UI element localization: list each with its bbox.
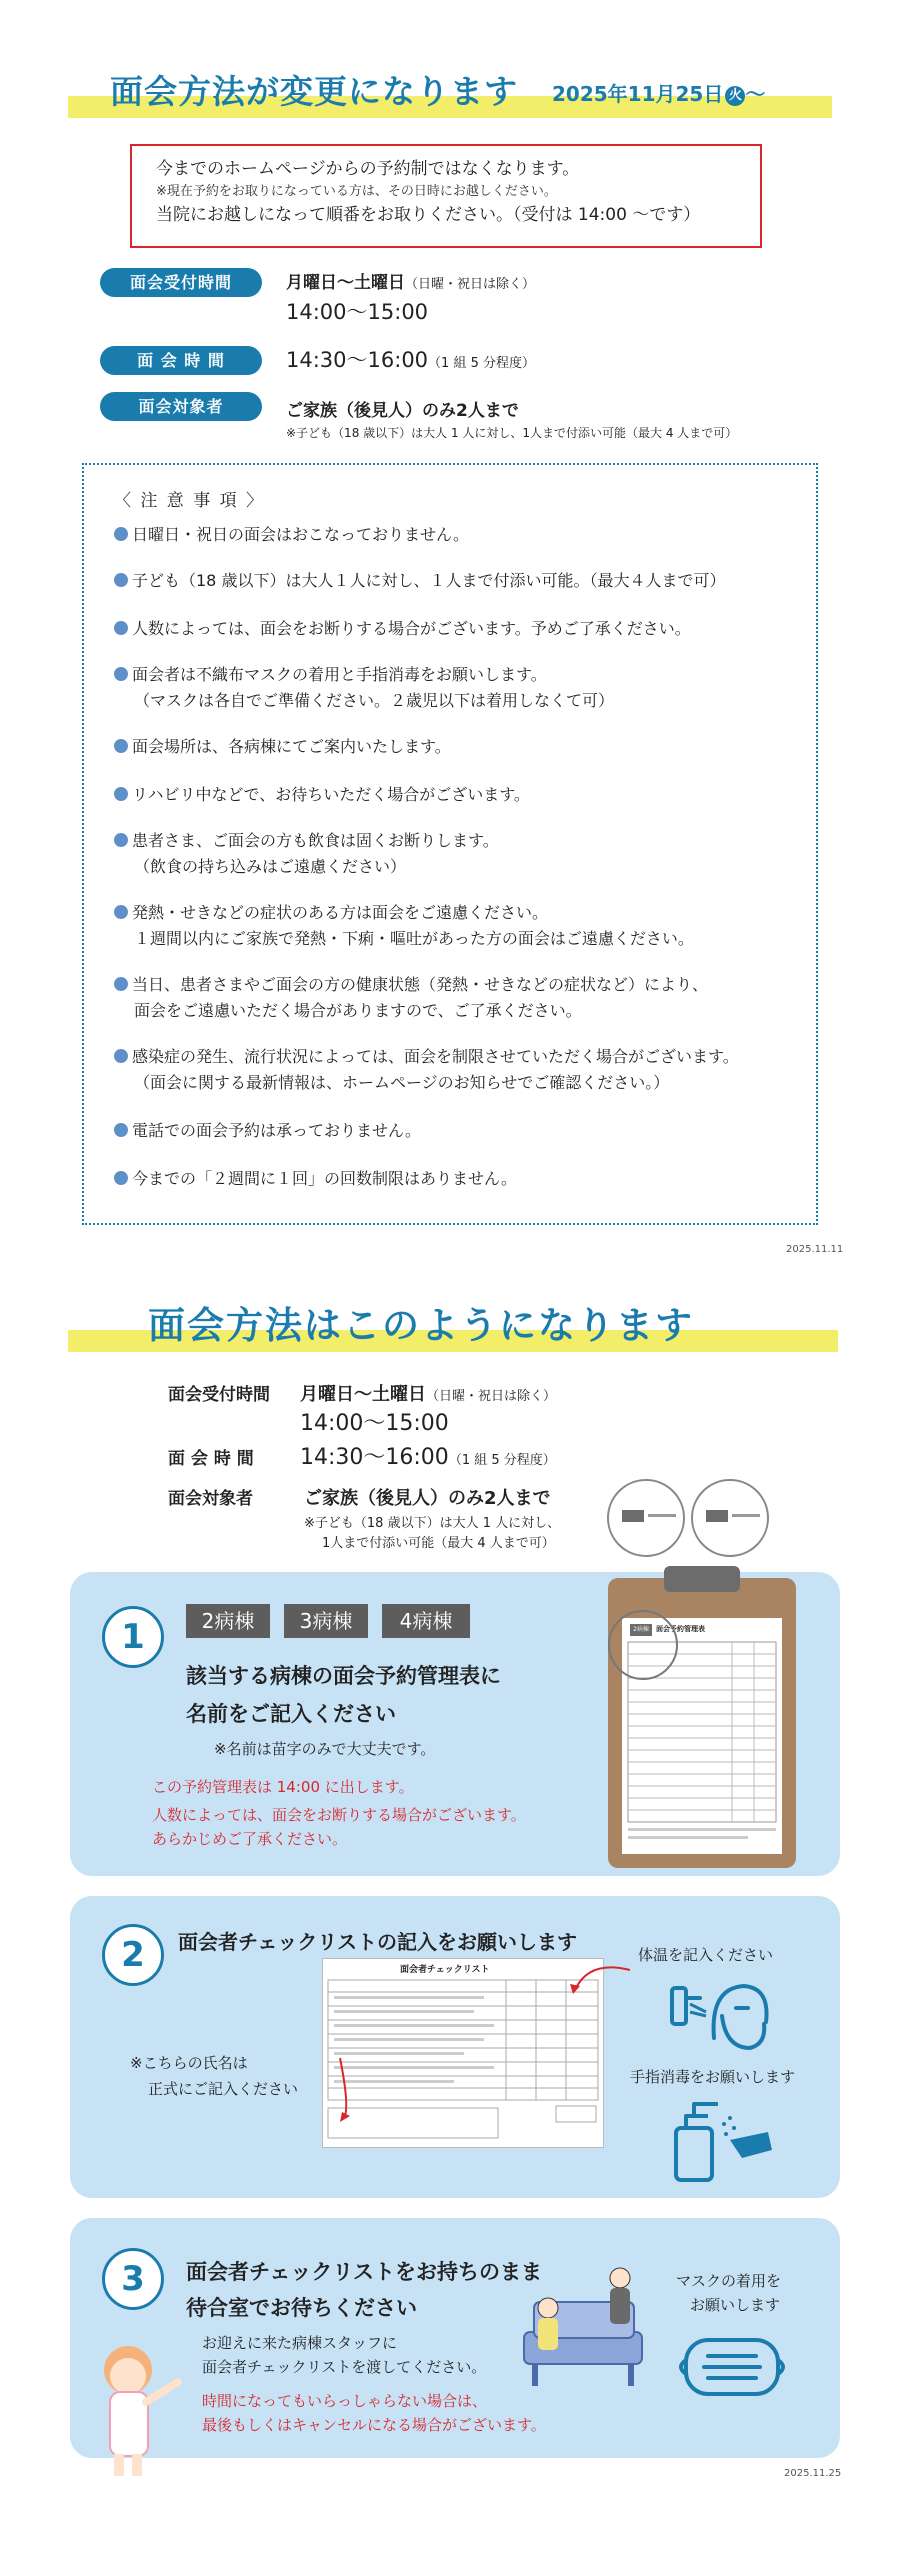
reception-days <box>286 268 535 293</box>
bullet-dot-icon <box>114 787 128 801</box>
step-3-red-2: 最後もしくはキャンセルになる場合がございます。 <box>202 2416 546 2434</box>
caution-text: 面会場所は、各病棟にてご案内いたします。 <box>132 737 451 756</box>
nurse-illustration <box>86 2330 186 2480</box>
ward-sheet-thumbnails <box>606 1474 776 1566</box>
effective-date-text: 2025年11月25日 <box>552 82 724 106</box>
visit-time-value: 14:30～16:00 <box>286 348 429 372</box>
reception-time-value: 14:00～15:00 <box>286 300 429 324</box>
caution-subtext: （マスクは各自でご準備ください。２歳児以下は着用しなくて可） <box>134 691 615 710</box>
visit-time-label: 面 会 時 間 <box>100 346 262 375</box>
step-3-number: 3 <box>102 2248 164 2310</box>
step-3-red-1: 時間になってもいらっしゃらない場合は、 <box>202 2392 488 2410</box>
waiting-room-illustration <box>518 2262 654 2396</box>
caution-item <box>114 616 691 642</box>
caution-item <box>114 782 530 808</box>
step-2-left-note-1: ※こちらの氏名は <box>130 2054 248 2072</box>
caution-subtext: 面会をご遠慮いただく場合がありますので、ご了承ください。 <box>134 1001 582 1020</box>
target-note-2b: 1人まで付添い可能（最大 4 人まで可） <box>322 1536 555 1551</box>
step-1-heading-1: 該当する病棟の面会予約管理表に <box>186 1664 501 1688</box>
caution-subtext: １週間以内にご家族で発熱・下痢・嘔吐があった方の面会はご遠慮ください。 <box>134 929 694 948</box>
caution-item <box>114 1044 739 1096</box>
date-suffix: ～ <box>745 82 766 106</box>
caution-item <box>114 662 614 714</box>
caution-item <box>114 972 708 1024</box>
step-1-number: 1 <box>102 1606 164 1668</box>
caution-text: 今までの「２週間に１回」の回数制限はありません。 <box>132 1169 517 1188</box>
step-1-red-2: 人数によっては、面会をお断りする場合がございます。 <box>152 1806 526 1824</box>
target-label-2: 面会対象者 <box>168 1489 253 1509</box>
caution-text: 電話での面会予約は承っておりません。 <box>132 1121 421 1140</box>
ward-badge-3: 3病棟 <box>284 1604 368 1638</box>
caution-text: 発熱・せきなどの症状のある方は面会をご遠慮ください。 <box>132 903 549 922</box>
ward-badge-4: 4病棟 <box>382 1604 470 1638</box>
bullet-dot-icon <box>114 739 128 753</box>
caution-item <box>114 1118 421 1144</box>
step-3-heading-1: 面会者チェックリストをお持ちのまま <box>186 2260 542 2284</box>
bullet-dot-icon <box>114 667 128 681</box>
document-date-2: 2025.11.25 <box>784 2468 842 2479</box>
step-3-heading-2: 待合室でお待ちください <box>186 2296 417 2320</box>
temperature-label: 体温を記入ください <box>638 1946 774 1964</box>
caution-text: 面会者は不織布マスクの着用と手指消毒をお願いします。 <box>132 665 547 684</box>
pointer-arrows <box>270 1958 640 2128</box>
reception-days-note: （日曜・祝日は除く） <box>405 277 536 292</box>
caution-item <box>114 1166 517 1192</box>
bullet-dot-icon <box>114 1171 128 1185</box>
step-3-body-1: お迎えに来た病棟スタッフに <box>202 2334 398 2352</box>
notice-line-3: 当院にお越しになって順番をお取りください。（受付は 14:00 ～です） <box>156 205 701 225</box>
weekday-badge: 火 <box>725 86 745 106</box>
sanitize-label: 手指消毒をお願いします <box>630 2068 796 2086</box>
caution-item <box>114 734 451 760</box>
target-label: 面会対象者 <box>100 392 262 421</box>
target-note-2a: ※子ども（18 歳以下）は大人 1 人に対し、 <box>304 1516 561 1531</box>
ward-badge-2: 2病棟 <box>186 1604 270 1638</box>
bullet-dot-icon <box>114 621 128 635</box>
sheet-ward-label: 2病棟 <box>630 1624 652 1636</box>
reception-days-text: 月曜日～土曜日 <box>286 273 405 293</box>
notice-box <box>130 144 762 248</box>
visit-time-value-2: 14:30～16:00 <box>300 1445 449 1470</box>
step-1-red-3: あらかじめご了承ください。 <box>152 1830 348 1848</box>
visit-time <box>286 344 535 374</box>
document-date-1: 2025.11.11 <box>786 1244 844 1255</box>
caution-item <box>114 522 469 548</box>
caution-text: 子ども（18 歳以下）は大人１人に対し、１人まで付添い可能。（最大４人まで可） <box>132 571 726 590</box>
mask-label-1: マスクの着用を <box>676 2272 782 2290</box>
bullet-dot-icon <box>114 1049 128 1063</box>
visit-time-label-2: 面 会 時 間 <box>168 1449 254 1469</box>
hand-sanitizer-icon <box>668 2094 778 2184</box>
step-1-red-1: この予約管理表は 14:00 に出します。 <box>152 1778 414 1796</box>
caution-text: 当日、患者さまやご面会の方の健康状態（発熱・せきなどの症状など）により、 <box>132 975 709 994</box>
reception-time-label: 面会受付時間 <box>100 268 262 297</box>
caution-text: リハビリ中などで、お待ちいただく場合がございます。 <box>132 785 530 804</box>
visit-note-2: （1 組 5 分程度） <box>448 1453 556 1468</box>
reception-days-2-text: 月曜日～土曜日 <box>300 1384 426 1405</box>
checklist-form-title: 面会者チェックリスト <box>400 1965 490 1975</box>
mask-icon <box>674 2332 790 2402</box>
caution-subtext: （飲食の持ち込みはご遠慮ください） <box>134 857 407 876</box>
step-2-heading: 面会者チェックリストの記入をお願いします <box>178 1930 577 1954</box>
caution-text: 感染症の発生、流行状況によっては、面会を制限させていただく場合がございます。 <box>132 1047 739 1066</box>
reception-days-2 <box>300 1380 556 1406</box>
caution-text: 人数によっては、面会をお断りする場合がございます。予めご了承ください。 <box>132 619 691 638</box>
caution-title: 〈 注 意 事 項 〉 <box>114 491 266 511</box>
bullet-dot-icon <box>114 1123 128 1137</box>
notice-line-2: ※現在予約をお取りになっている方は、その日時にお越しください。 <box>156 184 557 199</box>
effective-date <box>552 78 765 107</box>
mask-label-2: お願いします <box>690 2296 781 2314</box>
step-2-number: 2 <box>102 1924 164 1986</box>
step-3-body-2: 面会者チェックリストを渡してください。 <box>202 2358 487 2376</box>
notice-line-1: 今までのホームページからの予約制ではなくなります。 <box>156 159 580 179</box>
target-value: ご家族（後見人）のみ2人まで <box>286 401 519 421</box>
step-1-heading-2: 名前をご記入ください <box>186 1702 396 1726</box>
target-note: ※子ども（18 歳以下）は大人 1 人に対し、1人まで付添い可能（最大 4 人まで可） <box>286 426 738 440</box>
bullet-dot-icon <box>114 527 128 541</box>
reception-time-label-2: 面会受付時間 <box>168 1385 270 1405</box>
page-title: 面会方法が変更になります <box>110 72 518 111</box>
bullet-dot-icon <box>114 833 128 847</box>
step-2-left-note-2: 正式にご記入ください <box>148 2080 299 2098</box>
reception-time-value-2: 14:00～15:00 <box>300 1411 449 1436</box>
bullet-dot-icon <box>114 573 128 587</box>
bullet-dot-icon <box>114 977 128 991</box>
caution-item <box>114 900 694 952</box>
caution-text: 患者さま、ご面会の方も飲食は固くお断りします。 <box>132 831 499 850</box>
caution-item <box>114 828 499 880</box>
step-1-note: ※名前は苗字のみで大丈夫です。 <box>214 1740 436 1758</box>
visit-time-2 <box>300 1440 556 1471</box>
clipboard-clip <box>664 1566 740 1592</box>
reception-note-2: （日曜・祝日は除く） <box>426 1389 557 1404</box>
visit-time-note: （1 組 5 分程度） <box>428 356 535 371</box>
sheet-title: 面会予約管理表 <box>656 1625 705 1633</box>
caution-text: 日曜日・祝日の面会はおこなっておりません。 <box>132 525 469 544</box>
bullet-dot-icon <box>114 905 128 919</box>
caution-item <box>114 568 725 594</box>
magnifier-circle <box>606 1608 680 1682</box>
target-value-2: ご家族（後見人）のみ2人まで <box>304 1488 551 1509</box>
caution-subtext: （面会に関する最新情報は、ホームページのお知らせでご確認ください。） <box>134 1073 670 1092</box>
thermometer-face-icon <box>666 1968 776 2058</box>
section-title-2: 面会方法はこのようになります <box>148 1304 694 1347</box>
